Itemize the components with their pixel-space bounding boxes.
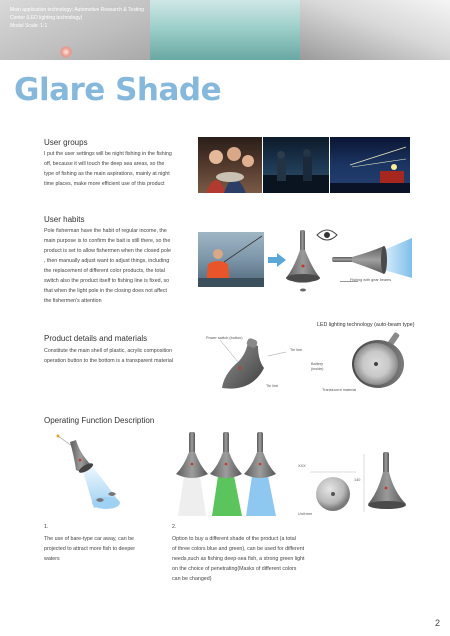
- text-line: projected to attract more fish to deeper: [44, 546, 135, 552]
- text-line: main purpose is to confirm the bait is still there, so the: [44, 238, 171, 244]
- user-habits-text: [44, 226, 194, 306]
- header-photo-lamp-closeup: [300, 0, 450, 60]
- user-groups-text: [44, 149, 194, 189]
- user-groups-heading: User groups: [44, 138, 88, 147]
- lamp-glow: [60, 46, 72, 58]
- text-line: Pole fisherman have the habit of regular income, the: [44, 228, 167, 234]
- photo-fisherman-on-boat: [198, 232, 264, 287]
- green-light-cone: [212, 476, 242, 516]
- callout-power-switch: Power switch (button): [206, 336, 243, 340]
- three-color-lamps: [172, 430, 284, 516]
- lamp-spotlight-illustration: [52, 430, 128, 510]
- lamp-top-dimension-view: [306, 470, 360, 512]
- photo-night-fishing-lights: [330, 137, 410, 193]
- dim-label-top: XXX: [298, 464, 306, 468]
- lamp-side-dimension-view: [362, 448, 412, 522]
- callout-battery: Battery (inside): [311, 362, 324, 371]
- function-1-text: [44, 534, 169, 564]
- fishing-beam-caption: Fishing with gear beams: [350, 278, 392, 282]
- text-line: the replacement of different color products, the total: [44, 268, 165, 274]
- text-line: Constitute the main shell of plastic, acrylic composition: [44, 348, 173, 354]
- callout-translucent-material: Translucent material: [322, 388, 357, 392]
- text-line: off, because it will touch the deep sea areas, so the: [44, 161, 165, 167]
- text-line: of three colors blue and green), can be used for different: [172, 546, 305, 552]
- text-line: operation button to the bottom is a transparent material: [44, 358, 173, 364]
- text-line: switch also the product itself to fishing line is fixed, so: [44, 278, 170, 284]
- product-lamp-side-view: [208, 338, 298, 396]
- text-line: the fishermen's attention: [44, 298, 102, 304]
- text-line: product is set to allow fishermen when the closed pole: [44, 248, 171, 254]
- operating-heading: Operating Function Description: [44, 416, 155, 425]
- text-line: , then manually adjust want to adjust things, including: [44, 258, 170, 264]
- header-line-3: Model Scale: 1:1: [10, 23, 48, 29]
- function-2-number: 2.: [172, 524, 177, 530]
- product-heading: Product details and materials: [44, 334, 148, 343]
- header-line-1: Main application technology: Automotive Research & Testing: [10, 7, 144, 13]
- text-line: The use of bare-type car away, can be: [44, 536, 134, 542]
- function-2-text: [172, 534, 322, 584]
- header-photo-sea: [150, 0, 300, 60]
- text-line: Option to buy a different shade of the product (a total: [172, 536, 296, 542]
- page-number: 2: [434, 618, 440, 628]
- photo-night-boat: [263, 137, 329, 193]
- function-1-number: 1.: [44, 524, 49, 530]
- dim-label-units: Unit:mm: [298, 512, 313, 516]
- header-banner: [0, 0, 450, 60]
- photo-fishermen-group: [198, 137, 262, 193]
- text-line: waters: [44, 556, 60, 562]
- header-line-2: Center (LED lighting technology): [10, 15, 83, 21]
- blue-light-cone: [246, 476, 276, 516]
- text-line: type of fishing as the main aspirations, mainly at night: [44, 171, 170, 177]
- user-habits-heading: User habits: [44, 215, 85, 224]
- led-technology-label: LED lighting technology (auto-beam type): [317, 322, 415, 328]
- text-line: can be changed): [172, 576, 212, 582]
- product-text: [44, 346, 194, 366]
- text-line: time places, make more efficient use of this product: [44, 181, 165, 187]
- text-line: I put the user settings will be night fishing in the fishing: [44, 151, 172, 157]
- dim-label-side: 140: [354, 478, 361, 482]
- text-line: needs,such as fishing deep-sea fish, a strong green light: [172, 556, 305, 562]
- text-line: that when the light pole in the closing does not affect: [44, 288, 167, 294]
- white-light-cone: [178, 476, 206, 516]
- callout-tie-line-top: Tie line: [290, 348, 303, 352]
- product-lamp-bottom-view: [348, 330, 408, 390]
- page-title: Glare Shade: [14, 72, 222, 108]
- text-line: on the choice of penetrating(Masks of different colors: [172, 566, 297, 572]
- callout-tie-line-bottom: Tie line: [266, 384, 279, 388]
